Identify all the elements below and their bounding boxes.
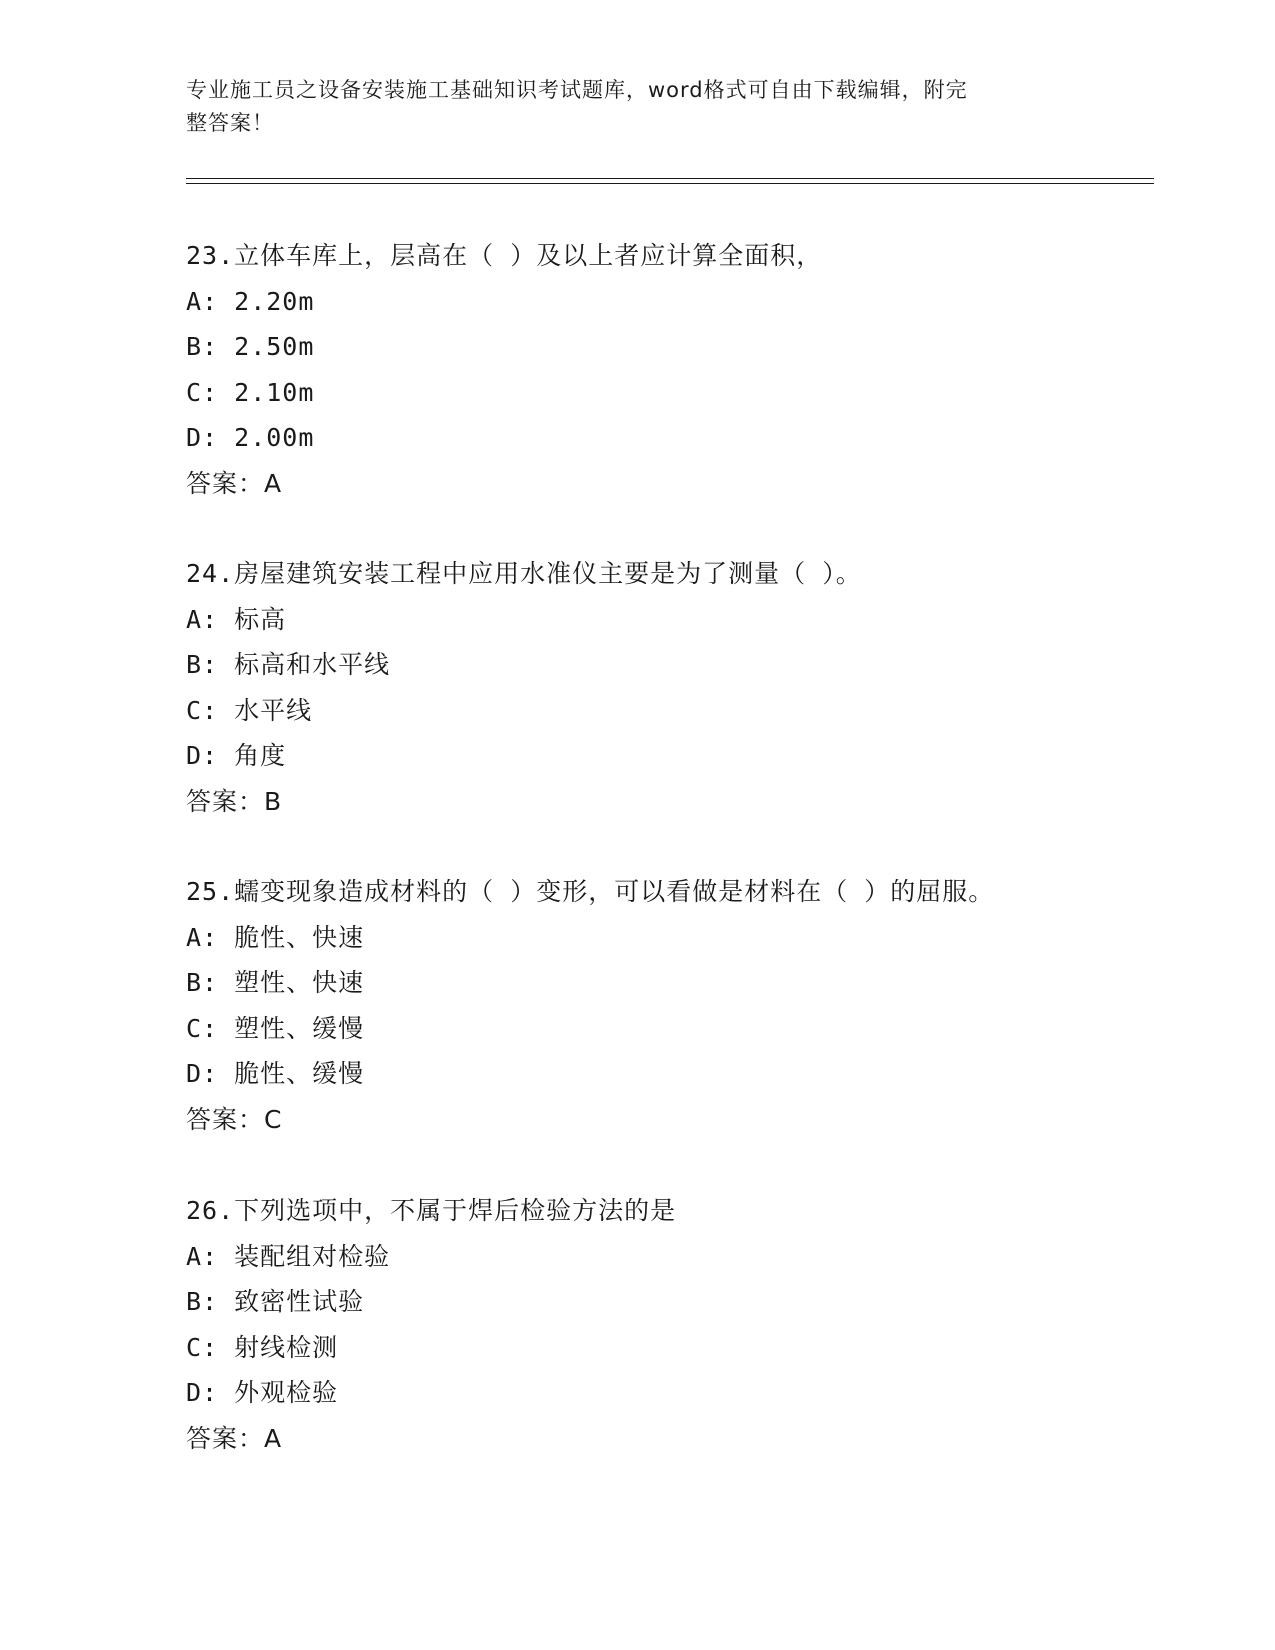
header-divider-bottom	[186, 183, 1154, 184]
answer: 答案：A	[186, 1423, 283, 1453]
answer: 答案：B	[186, 786, 283, 816]
question-block	[186, 551, 1146, 824]
question-stem: 24.房屋建筑安装工程中应用水准仪主要是为了测量（ ）。	[186, 559, 862, 588]
option-a: A: 标高	[186, 604, 287, 634]
question-block	[186, 869, 1146, 1142]
option-d: D: 脆性、缓慢	[186, 1059, 365, 1088]
header-line-1: 专业施工员之设备安装施工基础知识考试题库，word格式可自由下载编辑，附完	[186, 78, 968, 102]
option-c: C: 射线检测	[186, 1332, 339, 1362]
question-stem: 23.立体车库上，层高在（ ）及以上者应计算全面积，	[186, 241, 823, 270]
option-a: A: 装配组对检验	[186, 1241, 391, 1271]
question-block	[186, 233, 1146, 506]
option-b: B: 2.50m	[186, 332, 315, 361]
option-d: D: 2.00m	[186, 423, 315, 452]
option-d: D: 角度	[186, 741, 287, 770]
option-d: D: 外观检验	[186, 1378, 339, 1407]
question-stem: 25.蠕变现象造成材料的（ ）变形，可以看做是材料在（ ）的屈服。	[186, 877, 995, 906]
option-c: C: 塑性、缓慢	[186, 1013, 365, 1043]
header-line-2: 整答案！	[186, 111, 274, 135]
document-header	[186, 74, 1076, 140]
option-b: B: 致密性试验	[186, 1287, 365, 1316]
question-stem: 26.下列选项中，不属于焊后检验方法的是	[186, 1196, 677, 1225]
question-block	[186, 1188, 1146, 1461]
option-c: C: 水平线	[186, 695, 313, 725]
answer: 答案：A	[186, 468, 283, 498]
option-a: A: 2.20m	[186, 286, 315, 316]
header-divider-top	[186, 178, 1154, 179]
option-c: C: 2.10m	[186, 377, 315, 407]
option-b: B: 塑性、快速	[186, 968, 365, 997]
answer: 答案：C	[186, 1104, 283, 1134]
option-b: B: 标高和水平线	[186, 650, 391, 679]
option-a: A: 脆性、快速	[186, 922, 365, 952]
